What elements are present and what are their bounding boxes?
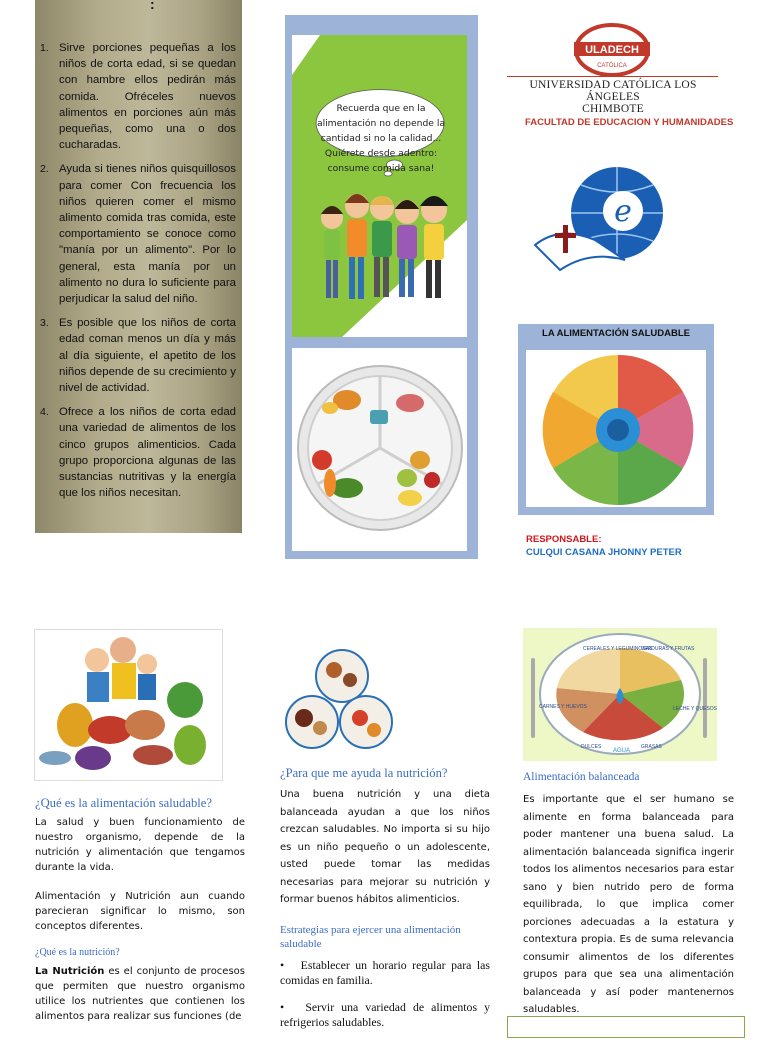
logo-divider: [507, 76, 718, 77]
tip-item-1: [40, 40, 236, 153]
plate-label: DULCES: [581, 744, 602, 750]
strategy-item: • Servir una variedad de alimentos y refrigerios saludables.: [280, 1000, 490, 1029]
plate-label: AGUA: [613, 748, 631, 754]
uladech-logo: [572, 22, 652, 80]
tip-item-2: [40, 161, 236, 307]
healthy-eating-title: LA ALIMENTACIÓN SALUDABLE: [542, 328, 690, 339]
tip-text: Sirve porciones pequeñas a los niños de corta edad, si se quedan con hambre ellos pedirán más comida. Ofréceles nuevos alimentos en porciones aún más pequeñas, como una o dos cucharadas.: [59, 42, 236, 152]
heading-healthy-eating: ¿Qué es la alimentación saludable?: [35, 796, 212, 810]
paragraph-balanced-diet: Es importante que el ser humano se alimente en forma balanceada para poder mantener una buena salud. La alimentación balanceada significa ingerir todos los alimentos necesarios para estar sano y bien nutrido pero de forma equilibrada, lo que implica comer porciones adecuadas a la estatura y contextura propia. Es de suma relevancia consumir alimentos de los diferentes grupos para que sea una alimentación balanceada y así poder mantenernos saludables.: [523, 794, 734, 1015]
responsible-label: RESPONSABLE:: [526, 534, 602, 545]
tip-text: Es posible que los niños de corta edad coman menos un día y más al día siguiente, el apetito de los niños depende de su crecimiento y nivel de actividad.: [59, 317, 236, 395]
tip-item-4: [40, 404, 236, 501]
tip-text: Ofrece a los niños de corta edad una variedad de alimentos de los cinco grupos alimenticios. Cada grupo proporciona algunas de las sustancias nutritivas y la energía que los niños necesitan.: [59, 406, 236, 500]
children-group-icon: [312, 188, 462, 308]
seal-text: FACULTAD DE EDUCACION Y HUMANIDADES: [525, 117, 734, 128]
plate-illustration: [292, 348, 467, 551]
bottom-image-frame: [507, 1016, 745, 1038]
paragraph-nutrition: [35, 964, 245, 1024]
faculty-seal: [525, 117, 734, 290]
university-name: [505, 79, 721, 115]
logo-sub: CATÓLICA: [597, 63, 627, 69]
heading-strategies: Estrategias para ejercer una alimentación saludable: [280, 924, 461, 950]
strategy-text: Establecer un horario regular para las comidas en familia.: [280, 958, 490, 987]
tip-number: 3.: [40, 317, 49, 330]
panel-colon: :: [150, 0, 155, 12]
plate-label: CARNES Y HUEVOS: [539, 704, 587, 710]
university-line-2: CHIMBOTE: [582, 103, 644, 115]
university-line-1: UNIVERSIDAD CATÓLICA LOS ÁNGELES: [529, 79, 697, 103]
plate-label: VERDURAS Y FRUTAS: [641, 646, 695, 652]
family-food-image: [35, 630, 222, 780]
heading-nutrition: ¿Qué es la nutrición?: [35, 947, 120, 958]
nutrition-term: La Nutrición: [35, 966, 105, 977]
tip-text: Ayuda si tienes niños quisquillosos para comer Con frecuencia los niños quieren comer el mismo alimento comida tras comida, este comportamiento se conoce como "manía por un alimento". Por lo general, esta manía por un alimento no dura lo suficiente para perjudicar la salud del niño.: [59, 163, 236, 306]
tip-number: 2.: [40, 163, 49, 176]
food-plates-image: [282, 648, 396, 754]
tip-item-3: [40, 315, 236, 396]
paragraph-nutrition-help: Una buena nutrición y una dieta balanceada ayudan a que los niños crezcan saludables. No importa si su hijo es un niño pequeño o un adolescente, usted puede tomar las medidas necesarias para mejorar su nutrición y formar buenos hábitos alimenticios.: [280, 789, 490, 905]
tip-number: 4.: [40, 406, 49, 419]
strategy-item: • Establecer un horario regular para las comidas en familia.: [280, 958, 490, 987]
heading-nutrition-help: ¿Para que me ayuda la nutrición?: [280, 766, 448, 780]
paragraph-concepts: Alimentación y Nutrición aun cuando parecieran significar lo mismo, son conceptos diferentes.: [35, 891, 245, 932]
nutrition-definition: es el conjunto de procesos que permiten que nuestro organismo utilice los nutrientes que contienen los alimentos para realizar sus funciones (de: [35, 966, 245, 1022]
tip-number: 1.: [40, 42, 49, 54]
logo-text: ULADECH: [585, 44, 639, 56]
plate-label: GRASAS: [641, 744, 662, 750]
strategy-text: Servir una variedad de alimentos y refrigerios saludables.: [280, 1000, 490, 1029]
strategies-list: [280, 958, 490, 1042]
responsible-name: CULQUI CASANA JHONNY PETER: [526, 547, 682, 558]
heading-balanced-diet: Alimentación balanceada: [523, 771, 640, 783]
bubble-message: Recuerda que en la alimentación no depende la cantidad si no la calidad... Quiérete desde adentro: consume comida sana!: [316, 103, 446, 174]
plate-label: LECHE Y QUESOS: [673, 706, 717, 712]
paragraph-health: La salud y buen funcionamiento de nuestro organismo, depende de la nutrición y alimentación que tengamos durante la vida.: [35, 817, 245, 873]
plate-label: CEREALES Y LEGUMINOSAS: [583, 646, 653, 652]
food-wheel-image: [526, 350, 706, 507]
svg-text:e: e: [614, 194, 632, 229]
balanced-plate-image: [523, 628, 717, 761]
tips-list: [40, 40, 236, 509]
